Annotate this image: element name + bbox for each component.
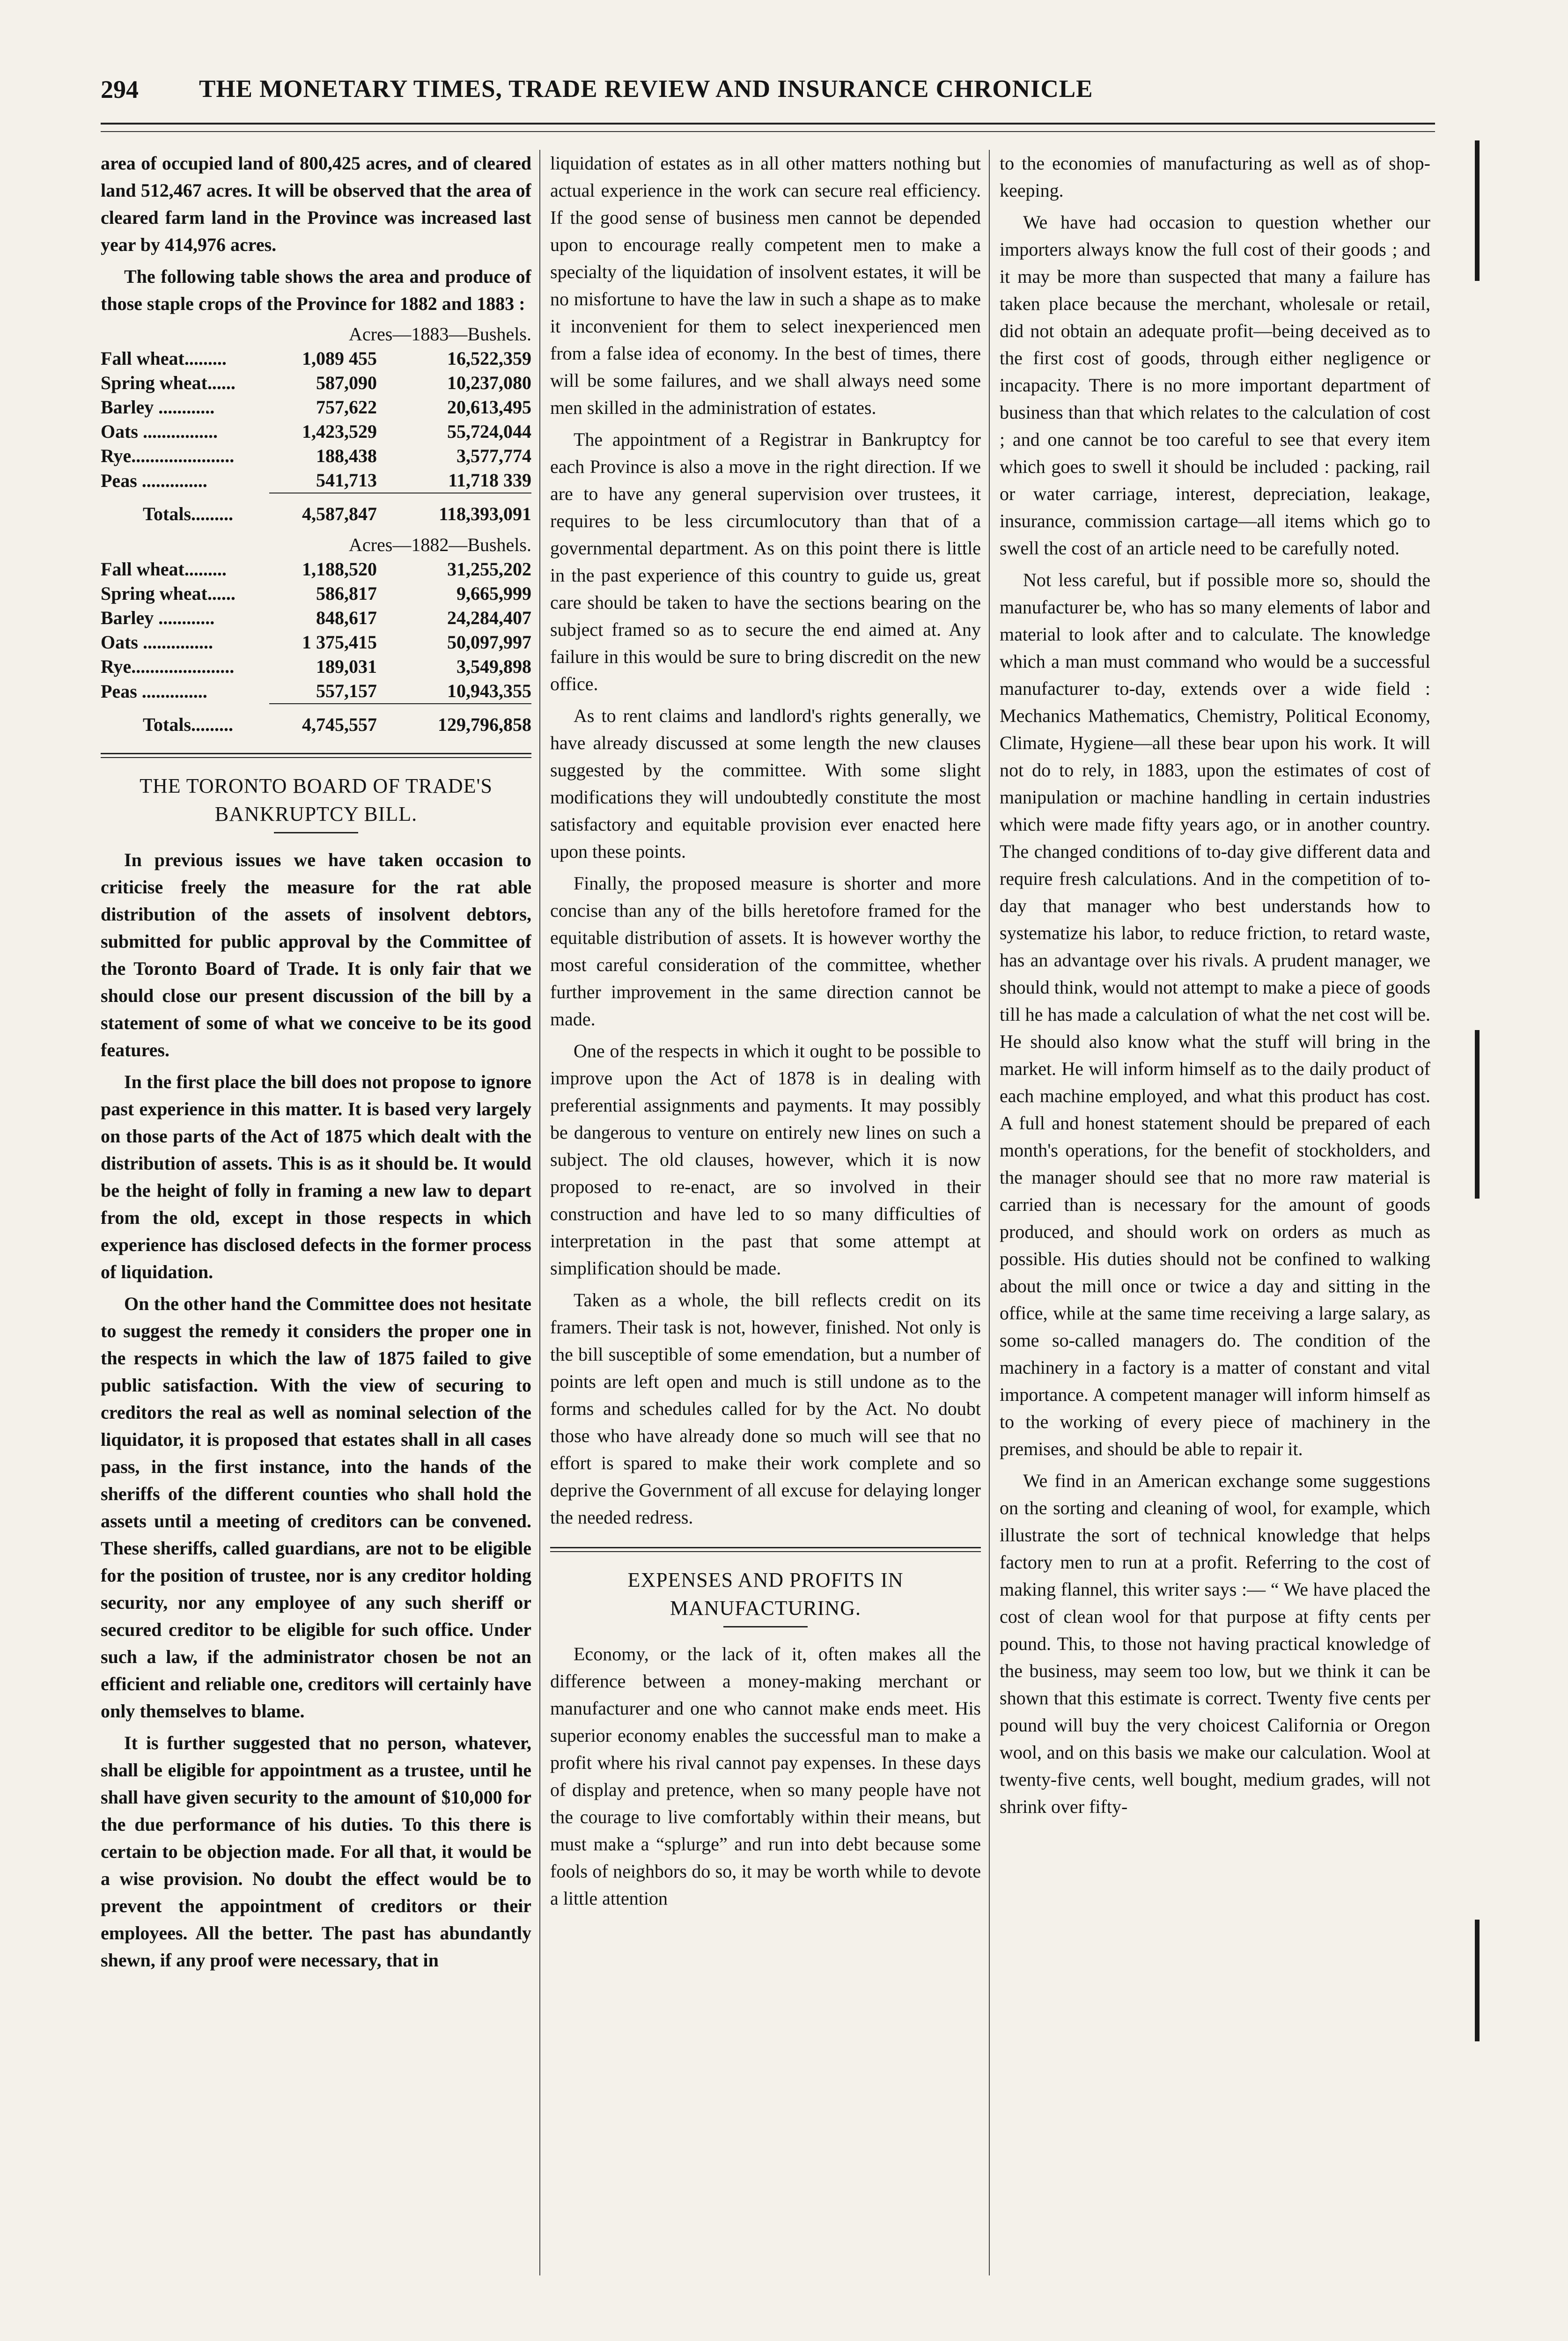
margin-binding-mark (1475, 1920, 1480, 2041)
acres-cell: 1,089 455 (302, 348, 377, 369)
table-row (101, 420, 531, 444)
header-rule-thin (101, 131, 1435, 132)
bushels-cell: 24,284,407 (447, 607, 531, 628)
heading-rule (274, 832, 358, 833)
section-rule (101, 753, 531, 754)
paragraph: liquidation of estates as in all other matters nothing but actual experience in the work can secure real efficiency. If the good sense of business men cannot be depended upon to encourage really competent men to make a specialty of the liquidation of insolvent estates, it will be no misfortune to have the law in such a shape as to make it inconvenient for them to select inexperienced men from a false idea of economy. In the best of times, there will be some failures, and we shall always need some men skilled in the administration of estates. (550, 153, 981, 418)
table-row (101, 346, 531, 371)
column-divider-2 (989, 150, 990, 2275)
column-2 (550, 150, 981, 2275)
paragraph: We find in an American exchange some suggestions on the sorting and cleaning of wool, for example, which illustrate the sort of technical knowledge that helps factory men to run at a profit. Referring to the cost of making flannel, this writer says :— “ We have placed the cost of clean wool for that purpose at fifty cents per pound. This, to those not having practical knowledge of the business, may seem too low, but we think it can be shown that this estimate is correct. Twenty five cents per pound will buy the very choicest California or Oregon wool, and on this basis we make our calculation. Wool at twenty-five cents, well bought, medium grades, will not shrink over fifty- (1000, 1470, 1430, 1817)
table-row (101, 606, 531, 630)
acres-cell: 587,090 (316, 372, 377, 393)
paragraph: Not less careful, but if possible more so, should the manufacturer be, who has so many elements of labor and material to look after and to calculate. The knowledge which a man must command who would be a successful manufacturer to-day, extends over a wide field : Mechanics Mathematics, Chemistry, Political Economy, Climate, Hygiene—all these bear upon his work. It will not do to rely, in 1883, upon the estimates of cost of manipulation or machine handling in certain industries which were made fifty years ago, or in another country. The changed conditions of to-day give different data and require fresh calculations. And in the competition of to-day that manager who best understands how to systematize his labor, to reduce friction, to retard waste, has an advantage over his rivals. A prudent manager, we should think, would not attempt to make a piece of goods till he has made a calculation of what the net cost will be. He should also know what the stuff will bring in the market. He will inform himself as to the daily product of each machine employed, and what this product has cost. A full and honest statement should be prepared of each month's operations, for the benefit of stockholders, and the manager should see that no more raw material is carried than is necessary for the amount of goods produced, and should work on orders as much as possible. His duties should not be confined to walking about the mill once or twice a day and sitting in the office, while at the same time receiving a large salary, as some so-called managers do. The condition of the machinery in a factory is a matter of constant and vital importance. A competent manager will inform himself as to the working of every piece of machinery in the premises, and should be able to repair it. (1000, 569, 1430, 1459)
header-rule-thick (101, 123, 1435, 125)
paragraph: On the other hand the Committee does not hesitate to suggest the remedy it considers the proper one in the respects in which the law of 1875 failed to give public satisfaction. With the view of securing to creditors the real as well as nominal selection of the liquidator, it is proposed that estates shall in all cases pass, in the first instance, into the hands of the sheriffs of the different counties who shall hold the assets until a meeting of creditors can be convened. These sheriffs, called guardians, are not to be eligible for the position of trustee, nor is any creditor holding security, nor any employee of any such sheriff or secured creditor to be eligible for such office. Under such a law, if the administrator chosen be not an efficient and reliable one, creditors will certainly have only themselves to blame. (101, 1293, 531, 1722)
paragraph: to the economies of manufacturing as well as of shop-keeping. (1000, 153, 1430, 201)
acres-cell: 757,622 (316, 397, 377, 418)
acres-cell: 586,817 (316, 583, 377, 604)
table-total-row (101, 704, 531, 737)
paragraph: Finally, the proposed measure is shorter and more concise than any of the bills heretofore framed for the equitable distribution of assets. It is however worthy the most careful consideration of the committee, whether further improvement in the same direction cannot be made. (550, 873, 981, 1030)
bushels-cell: 10,237,080 (447, 372, 531, 393)
crop-cell: Oats ................ (101, 421, 218, 442)
section-rule (550, 1547, 981, 1548)
paragraph: We have had occasion to question whether our importers always know the full cost of their goods ; and it may be more than suspected that many a failure has taken place because the merchant, wholesale or retail, did not obtain an adequate profit—being deceived as to the first cost of goods, through either negligence or incapacity. There is no more important department of business than that which relates to the calculation of cost ; and one cannot be too careful to see that every item which goes to swell it should be included : packing, rail or water carriage, interest, depreciation, leakage, insurance, commission cartage—all items which go to swell the cost of an article need to be carefully noted. (1000, 212, 1430, 559)
crop-cell: Fall wheat......... (101, 348, 227, 369)
column-1 (101, 150, 531, 2275)
bushels-cell: 129,796,858 (377, 704, 531, 737)
running-title: THE MONETARY TIMES, TRADE REVIEW AND INSURANCE CHRONICLE (199, 75, 1093, 103)
table-row (101, 395, 531, 420)
crop-cell: Rye...................... (101, 656, 235, 677)
section-heading: EXPENSES AND PROFITS IN MANUFACTURING. (627, 1568, 904, 1620)
acres-cell: 1 375,415 (302, 632, 377, 653)
paragraph: In the first place the bill does not propose to ignore past experience in this matter. It is based very largely on those parts of the Act of 1875 which dealt with the distribution of assets. This is as it should be. It would be the height of folly in framing a new law to depart from the old, except in those respects in which experience has disclosed defects in the former process of liquidation. (101, 1071, 531, 1282)
bushels-cell: 118,393,091 (377, 493, 531, 526)
bushels-cell: 11,718 339 (448, 470, 531, 491)
acres-cell: 189,031 (316, 656, 377, 677)
acres-cell: 188,438 (316, 445, 377, 466)
crop-table-1882 (101, 533, 531, 737)
page-header (101, 70, 1435, 112)
bushels-cell: 9,665,999 (456, 583, 531, 604)
paragraph: The appointment of a Registrar in Bankruptcy for each Province is also a move in the right direction. If we are to have any general supervision over trustees, it requires to be less circumlocutory than that of a governmental department. As on this point there is little in the past experience of this country to guide us, great care should be taken to have the sections bearing on the subject framed so as to secure the end aimed at. Any failure in this would be sure to bring discredit on the new office. (550, 429, 981, 694)
paragraph: It is further suggested that no person, whatever, shall be eligible for appointment as a trustee, until he shall have given security to the amount of $10,000 for the due performance of his duties. To this there is certain to be objection made. For all that, it would be a wise provision. No doubt the effect would be to prevent the appointment of creditors or their employees. All the better. The past has abundantly shewn, if any proof were necessary, that in (101, 1732, 531, 1971)
acres-cell: 848,617 (316, 607, 377, 628)
column-divider-1 (539, 150, 540, 2275)
heading-rule (723, 1626, 808, 1627)
paragraph: Economy, or the lack of it, often makes all the difference between a money-making merchant or manufacturer and one who cannot make ends meet. His superior economy enables the successful man to make a profit where his rival cannot pay expenses. In these days of display and pretence, when so many people have not the courage to live comfortably within their means, but must make a “splurge” and run into debt because some fools of neighbors do so, it may be worth while to devote a little attention (550, 1643, 981, 1909)
margin-binding-mark (1475, 140, 1480, 281)
paragraph: One of the respects in which it ought to be possible to improve upon the Act of 1878 is in dealing with preferential assignments and payments. It may possibly be dangerous to venture on entirely new lines on such a subject. The old clauses, however, which it is now proposed to re-enact, are so involved in their construction and have led to so many difficulties of interpretation in the past that some attempt at simplification should be made. (550, 1040, 981, 1279)
acres-cell: 557,157 (316, 680, 377, 701)
table-row (101, 630, 531, 655)
paragraph: The following table shows the area and produce of those staple crops of the Province for 1882 and 1883 : (101, 266, 531, 314)
bushels-cell: 20,613,495 (447, 397, 531, 418)
table-row (101, 371, 531, 395)
table-row (101, 655, 531, 679)
bushels-cell: 55,724,044 (447, 421, 531, 442)
section-rule-thin (550, 1551, 981, 1552)
paragraph: In previous issues we have taken occasion to criticise freely the measure for the rat able distribution of the assets of insolvent debtors, submitted for public approval by the Committee of the Toronto Board of Trade. It is only fair that we should close our present discussion of the bill by a statement of some of what we conceive to be its good features. (101, 849, 531, 1060)
table-header: Acres—1883—Bushels. (349, 324, 531, 345)
table-total-row (101, 493, 531, 526)
acres-cell: 4,745,557 (269, 704, 377, 737)
paragraph: area of occupied land of 800,425 acres, and of cleared land 512,467 acres. It will be observed that the area of cleared farm land in the Province was increased last year by 414,976 acres. (101, 153, 531, 255)
table-row (101, 679, 531, 704)
table-row (101, 444, 531, 468)
crop-cell: Spring wheat...... (101, 583, 236, 604)
crop-cell: Fall wheat......... (101, 559, 227, 580)
acres-cell: 1,423,529 (302, 421, 377, 442)
crop-cell: Peas .............. (101, 470, 207, 491)
crop-cell: Oats ............... (101, 632, 213, 653)
crop-cell: Totals......... (143, 714, 234, 735)
column-3 (1000, 150, 1430, 2275)
margin-binding-mark (1475, 1030, 1480, 1199)
bushels-cell: 10,943,355 (447, 680, 531, 701)
crop-table-1883 (101, 322, 531, 526)
crop-cell: Spring wheat...... (101, 372, 236, 393)
paragraph: Taken as a whole, the bill reflects credit on its framers. Their task is not, however, finished. Not only is the bill susceptible of some emendation, but a number of points are left open and much is still undone as to the forms and schedules called for by the Act. No doubt those who have already done so much will see that no effort is spared to make their work complete and so deprive the Government of all excuse for delaying longer the needed redress. (550, 1289, 981, 1528)
acres-cell: 541,713 (316, 470, 377, 491)
acres-cell: 4,587,847 (269, 493, 377, 526)
crop-cell: Peas .............. (101, 680, 207, 702)
bushels-cell: 16,522,359 (447, 348, 531, 369)
bushels-cell: 31,255,202 (447, 559, 531, 580)
section-heading: THE TORONTO BOARD OF TRADE'S BANKRUPTCY BILL. (140, 774, 493, 825)
table-row (101, 582, 531, 606)
table-row (101, 468, 531, 493)
table-row (101, 557, 531, 582)
bushels-cell: 3,549,898 (456, 656, 531, 677)
crop-cell: Barley ............ (101, 397, 215, 418)
page-number: 294 (101, 75, 139, 103)
crop-cell: Rye...................... (101, 445, 235, 466)
paragraph: As to rent claims and landlord's rights generally, we have already discussed at some length the new clauses suggested by the committee. With some slight modifications they will undoubtedly constitute the most satisfactory and equitable provision ever enacted here upon these points. (550, 705, 981, 862)
acres-cell: 1,188,520 (302, 559, 377, 580)
section-rule-thin (101, 757, 531, 758)
table-header: Acres—1882—Bushels. (349, 534, 531, 555)
crop-cell: Barley ............ (101, 607, 215, 628)
bushels-cell: 50,097,997 (447, 632, 531, 653)
bushels-cell: 3,577,774 (456, 445, 531, 466)
crop-cell: Totals......... (143, 503, 234, 524)
